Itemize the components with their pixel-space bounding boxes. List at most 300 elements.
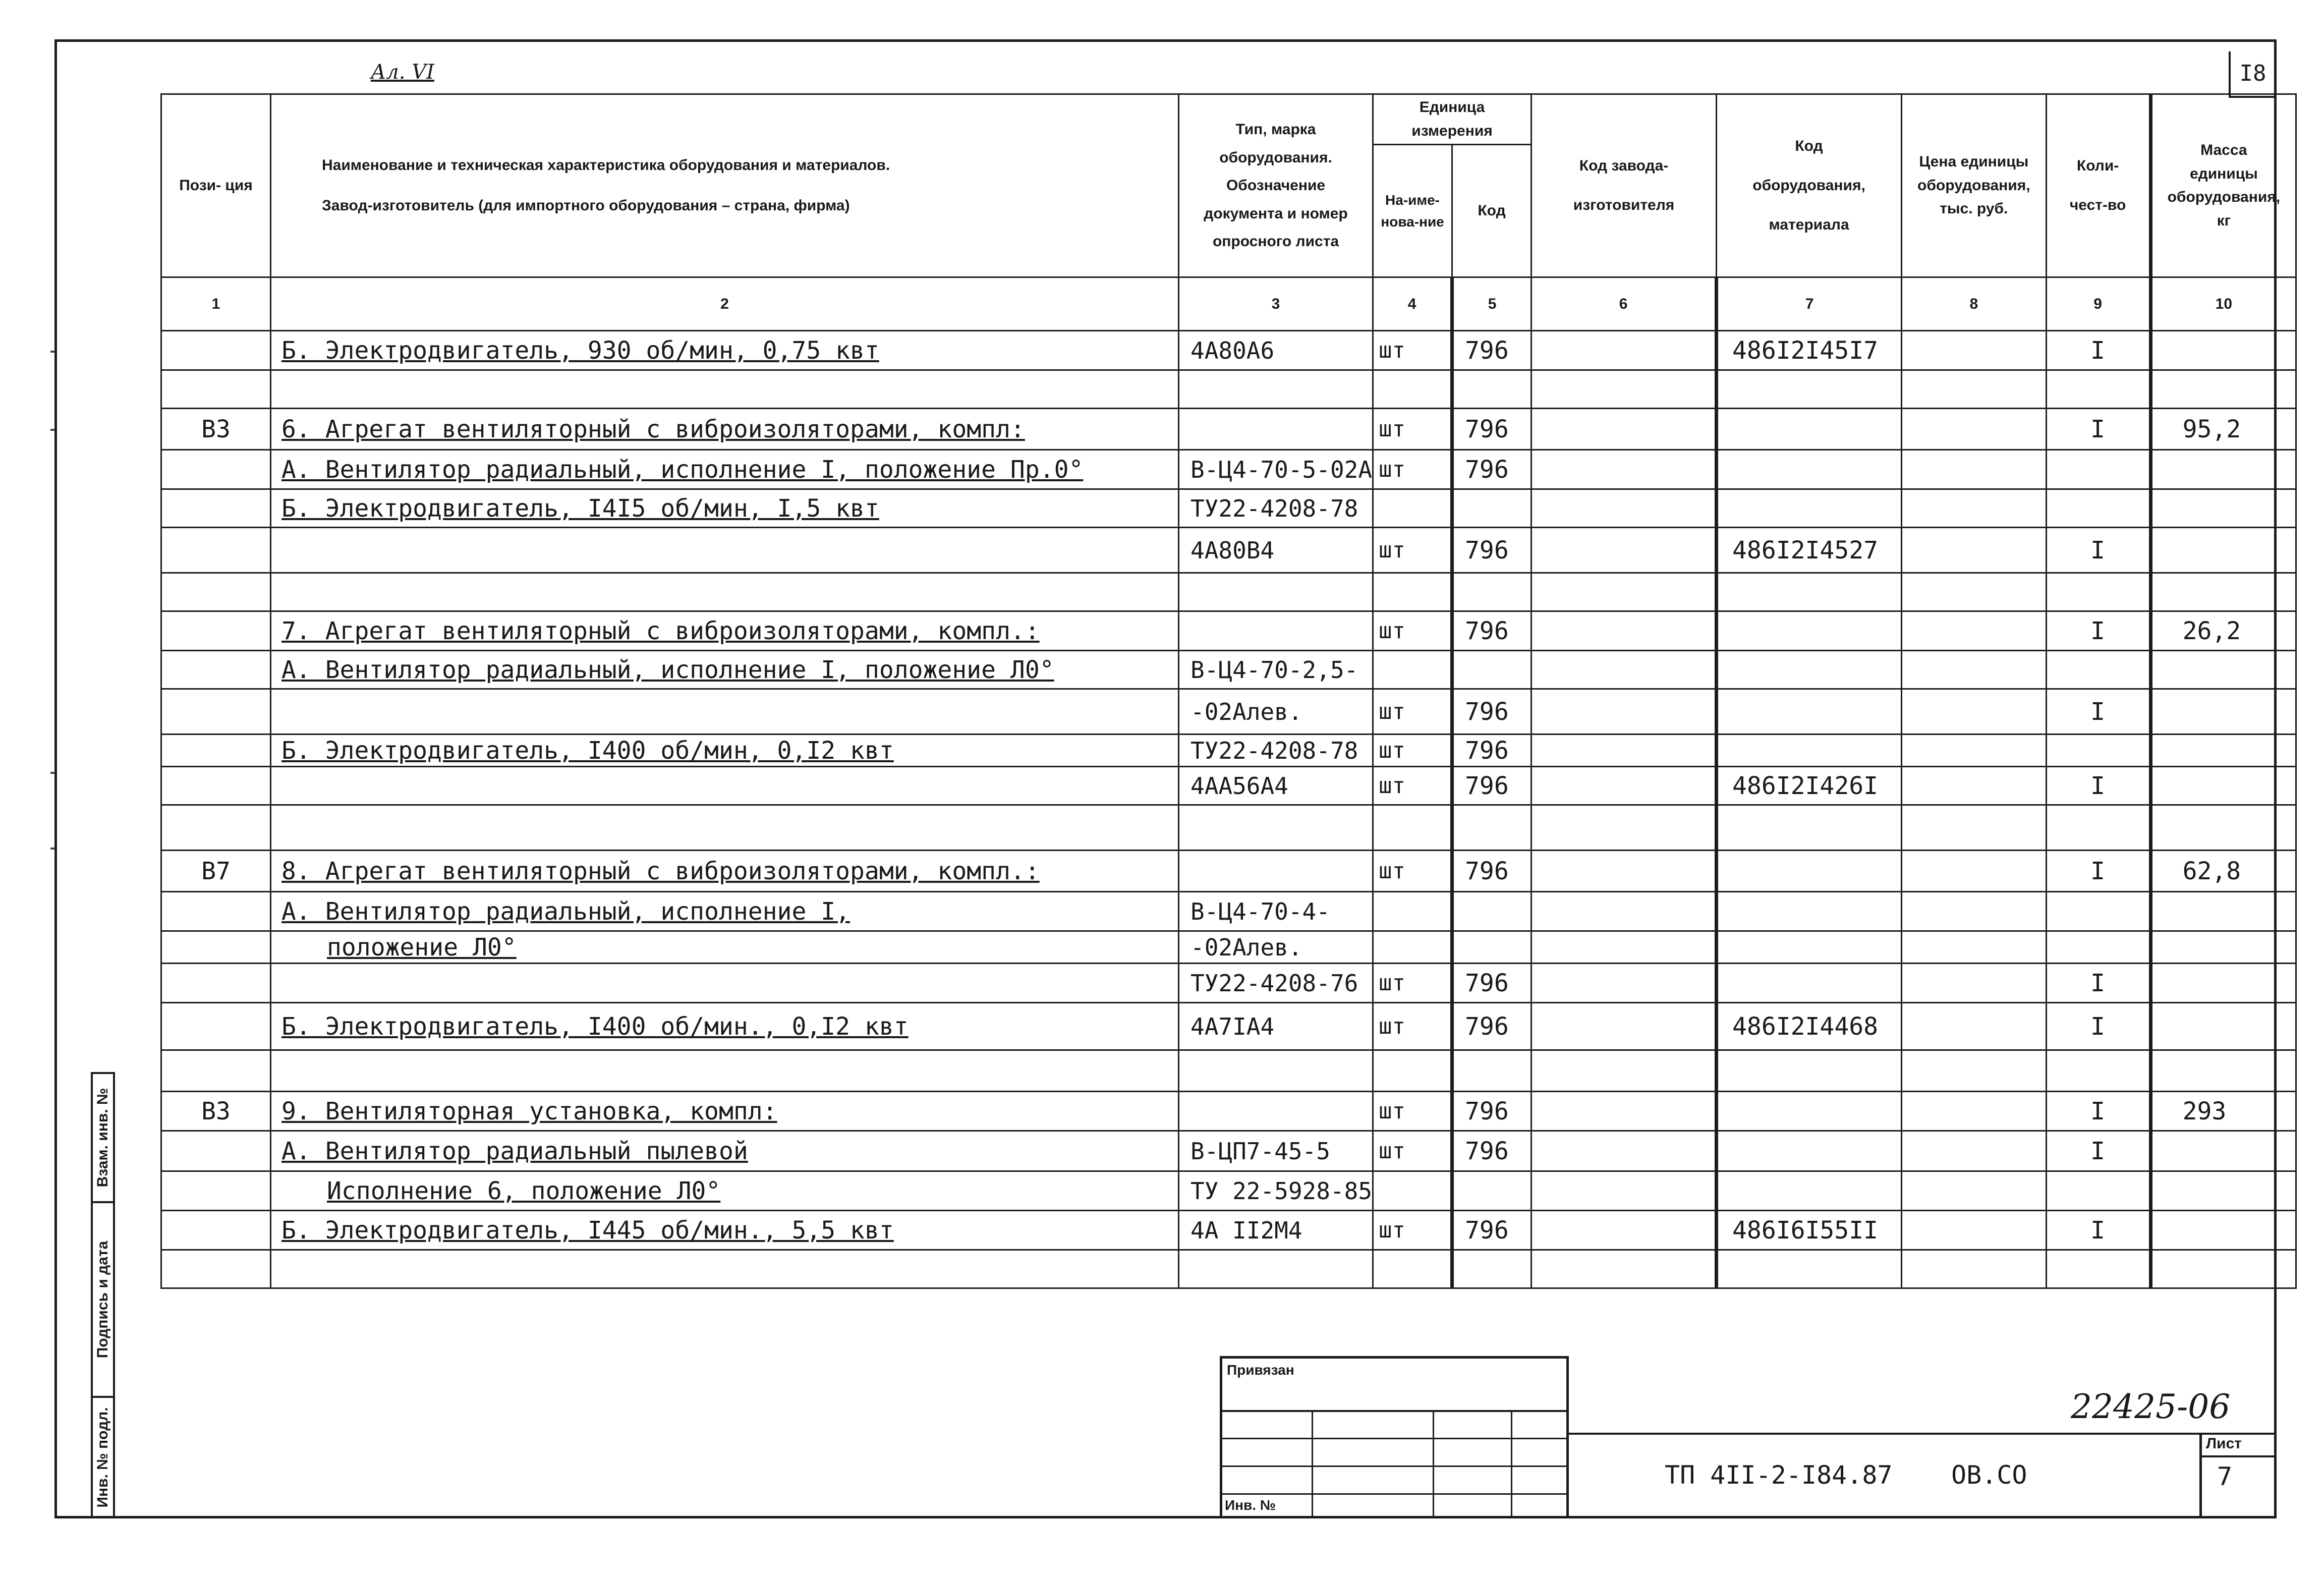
quantity-cell: I <box>2046 409 2150 450</box>
material-code-cell: 486I2I45I7 <box>1717 331 1902 370</box>
position-cell <box>161 767 271 805</box>
price-cell <box>1902 573 2047 611</box>
unit-cell <box>1373 892 1452 931</box>
sheet-number: 7 <box>2217 1462 2233 1491</box>
name-cell <box>271 964 1179 1003</box>
price-cell <box>1902 331 2047 370</box>
material-code-cell <box>1717 931 1902 964</box>
name-cell <box>271 528 1179 573</box>
quantity-cell <box>2046 805 2150 851</box>
table-row <box>161 331 2296 370</box>
position-cell <box>161 611 271 651</box>
maker-code-cell <box>1532 450 1717 489</box>
column-number: 2 <box>271 277 1179 331</box>
table-row <box>161 409 2296 450</box>
name-cell: Б. Электродвигатель, 930 об/мин, 0,75 квт <box>271 331 1179 370</box>
quantity-cell: I <box>2046 528 2150 573</box>
unit-code-cell: 796 <box>1452 1092 1532 1131</box>
header-mass: Масса единицы оборудования, кг <box>2150 94 2296 277</box>
table-row <box>161 370 2296 409</box>
material-code-cell <box>1717 450 1902 489</box>
material-code-cell <box>1717 735 1902 767</box>
price-cell <box>1902 651 2047 689</box>
inv-original-label: Инв. № подл. <box>94 1406 111 1508</box>
price-cell <box>1902 1050 2047 1092</box>
mass-cell: 293 <box>2150 1092 2296 1131</box>
table-row <box>161 1131 2296 1171</box>
price-cell <box>1902 767 2047 805</box>
type-cell: В-ЦП7-45-5 <box>1179 1131 1373 1171</box>
material-code-cell <box>1717 1050 1902 1092</box>
name-cell: А. Вентилятор радиальный пылевой <box>271 1131 1179 1171</box>
name-cell: А. Вентилятор радиальный, исполнение I, положение Л0° <box>271 651 1179 689</box>
material-code-cell <box>1717 409 1902 450</box>
stamp-line <box>1221 1410 1569 1412</box>
maker-code-cell <box>1532 851 1717 892</box>
name-cell: А. Вентилятор радиальный, исполнение I, положение Пр.0° <box>271 450 1179 489</box>
position-cell <box>161 573 271 611</box>
quantity-cell: I <box>2046 689 2150 735</box>
table-row <box>161 767 2296 805</box>
table-row <box>161 1211 2296 1250</box>
name-cell: Б. Электродвигатель, I400 об/мин, 0,I2 квт <box>271 735 1179 767</box>
maker-code-cell <box>1532 1131 1717 1171</box>
unit-code-cell: 796 <box>1452 450 1532 489</box>
name-cell: А. Вентилятор радиальный, исполнение I, <box>271 892 1179 931</box>
type-cell <box>1179 851 1373 892</box>
position-cell <box>161 489 271 528</box>
mass-cell <box>2150 767 2296 805</box>
unit-cell <box>1373 370 1452 409</box>
mass-cell <box>2150 528 2296 573</box>
table-row <box>161 851 2296 892</box>
maker-code-cell <box>1532 528 1717 573</box>
price-cell <box>1902 528 2047 573</box>
maker-code-cell <box>1532 735 1717 767</box>
replace-inv-label: Взам. инв. № <box>94 1088 111 1188</box>
column-number: 5 <box>1452 277 1532 331</box>
table-row <box>161 528 2296 573</box>
header-equipment-code: Код оборудования, материала <box>1717 94 1902 277</box>
unit-code-cell <box>1452 931 1532 964</box>
unit-code-cell: 796 <box>1452 689 1532 735</box>
unit-cell <box>1373 931 1452 964</box>
price-cell <box>1902 489 2047 528</box>
position-cell <box>161 331 271 370</box>
table-row <box>161 931 2296 964</box>
material-code-cell: 486I6I55II <box>1717 1211 1902 1250</box>
position-cell <box>161 1211 271 1250</box>
position-cell <box>161 735 271 767</box>
maker-code-cell <box>1532 370 1717 409</box>
mass-cell <box>2150 1003 2296 1050</box>
unit-code-cell <box>1452 892 1532 931</box>
quantity-cell <box>2046 892 2150 931</box>
position-cell <box>161 1171 271 1211</box>
position-cell <box>161 1250 271 1288</box>
header-type: Тип, марка оборудования. Обозначение документа и номер опросного листа <box>1179 94 1373 277</box>
material-code-cell <box>1717 489 1902 528</box>
price-cell <box>1902 611 2047 651</box>
price-cell <box>1902 892 2047 931</box>
maker-code-cell <box>1532 651 1717 689</box>
maker-code-cell <box>1532 489 1717 528</box>
material-code-cell: 486I2I4527 <box>1717 528 1902 573</box>
unit-code-cell: 796 <box>1452 735 1532 767</box>
table-row <box>161 573 2296 611</box>
price-cell <box>1902 1250 2047 1288</box>
header-quantity: Коли-чест-во <box>2046 94 2150 277</box>
header-name-line2: Завод-изготовитель (для импортного оборудования – страна, фирма) <box>322 197 850 214</box>
name-cell: положение Л0° <box>271 931 1179 964</box>
quantity-cell: I <box>2046 1211 2150 1250</box>
type-cell <box>1179 1050 1373 1092</box>
corner-sheet-number: I8 <box>2229 51 2275 98</box>
maker-code-cell <box>1532 409 1717 450</box>
quantity-cell: I <box>2046 1003 2150 1050</box>
stamp-line <box>1511 1410 1512 1518</box>
position-cell <box>161 528 271 573</box>
album-label: Ал. VI <box>371 61 434 84</box>
table-row <box>161 1050 2296 1092</box>
mass-cell <box>2150 735 2296 767</box>
mass-cell <box>2150 370 2296 409</box>
mass-cell <box>2150 1050 2296 1092</box>
unit-cell: шт <box>1373 409 1452 450</box>
maker-code-cell <box>1532 931 1717 964</box>
name-cell <box>271 767 1179 805</box>
quantity-cell <box>2046 735 2150 767</box>
column-number: 4 <box>1373 277 1452 331</box>
type-cell: ТУ22-4208-78 <box>1179 489 1373 528</box>
position-cell <box>161 370 271 409</box>
sign-date-label: Подпись и дата <box>94 1240 111 1359</box>
type-cell: -02Алев. <box>1179 689 1373 735</box>
stamp-line <box>1221 1356 1569 1359</box>
maker-code-cell <box>1532 1211 1717 1250</box>
table-row <box>161 1003 2296 1050</box>
quantity-cell <box>2046 450 2150 489</box>
position-cell <box>161 805 271 851</box>
type-cell: 4А7IА4 <box>1179 1003 1373 1050</box>
price-cell <box>1902 450 2047 489</box>
unit-cell <box>1373 651 1452 689</box>
price-cell <box>1902 1211 2047 1250</box>
maker-code-cell <box>1532 1250 1717 1288</box>
name-cell: Б. Электродвигатель, I445 об/мин., 5,5 квт <box>271 1211 1179 1250</box>
header-position: Пози- ция <box>161 94 271 277</box>
material-code-cell <box>1717 1092 1902 1131</box>
mass-cell: 62,8 <box>2150 851 2296 892</box>
table-row <box>161 689 2296 735</box>
header-name <box>271 94 1179 277</box>
unit-cell: шт <box>1373 331 1452 370</box>
quantity-cell: I <box>2046 767 2150 805</box>
table-row <box>161 964 2296 1003</box>
type-cell: 4А80А6 <box>1179 331 1373 370</box>
maker-code-cell <box>1532 573 1717 611</box>
document-type: ОВ.СО <box>1951 1460 2027 1490</box>
mass-cell <box>2150 964 2296 1003</box>
unit-cell: шт <box>1373 1092 1452 1131</box>
stamp-line <box>2199 1433 2202 1518</box>
type-cell <box>1179 370 1373 409</box>
table-row <box>161 1171 2296 1211</box>
unit-cell: шт <box>1373 851 1452 892</box>
unit-cell: шт <box>1373 528 1452 573</box>
column-number: 6 <box>1532 277 1717 331</box>
maker-code-cell <box>1532 1092 1717 1131</box>
quantity-cell: I <box>2046 611 2150 651</box>
maker-code-cell <box>1532 1171 1717 1211</box>
type-cell: ТУ22-4208-76 <box>1179 964 1373 1003</box>
mass-cell <box>2150 573 2296 611</box>
document-number: ТП 4II-2-I84.87 <box>1665 1460 1893 1490</box>
type-cell: ТУ22-4208-78 <box>1179 735 1373 767</box>
table-row <box>161 450 2296 489</box>
mass-cell <box>2150 689 2296 735</box>
table-row <box>161 1250 2296 1288</box>
price-cell <box>1902 1171 2047 1211</box>
price-cell <box>1902 735 2047 767</box>
material-code-cell: 486I2I4468 <box>1717 1003 1902 1050</box>
material-code-cell <box>1717 370 1902 409</box>
quantity-cell <box>2046 931 2150 964</box>
name-cell <box>271 689 1179 735</box>
material-code-cell <box>1717 573 1902 611</box>
unit-code-cell: 796 <box>1452 767 1532 805</box>
type-cell: -02Алев. <box>1179 931 1373 964</box>
header-maker-code: Код завода-изготовителя <box>1532 94 1717 277</box>
material-code-cell <box>1717 1250 1902 1288</box>
type-cell <box>1179 1250 1373 1288</box>
material-code-cell <box>1717 1171 1902 1211</box>
name-cell <box>271 1250 1179 1288</box>
stamp-line <box>1312 1410 1313 1518</box>
material-code-cell <box>1717 851 1902 892</box>
table-row <box>161 611 2296 651</box>
unit-cell <box>1373 573 1452 611</box>
header-unit-name: На-име-нова-ние <box>1373 145 1452 277</box>
quantity-cell: I <box>2046 851 2150 892</box>
price-cell <box>1902 1092 2047 1131</box>
type-cell <box>1179 573 1373 611</box>
quantity-cell <box>2046 573 2150 611</box>
unit-code-cell: 796 <box>1452 331 1532 370</box>
unit-cell: шт <box>1373 964 1452 1003</box>
name-cell: Б. Электродвигатель, I4I5 об/мин, I,5 квт <box>271 489 1179 528</box>
mass-cell <box>2150 450 2296 489</box>
price-cell <box>1902 409 2047 450</box>
mass-cell <box>2150 489 2296 528</box>
maker-code-cell <box>1532 892 1717 931</box>
mass-cell <box>2150 931 2296 964</box>
position-cell <box>161 651 271 689</box>
position-cell <box>161 450 271 489</box>
name-cell: 9. Вентиляторная установка, компл: <box>271 1092 1179 1131</box>
quantity-cell: I <box>2046 331 2150 370</box>
table-row <box>161 735 2296 767</box>
stamp-line <box>1433 1410 1434 1518</box>
quantity-cell <box>2046 1050 2150 1092</box>
material-code-cell <box>1717 611 1902 651</box>
type-cell <box>1179 409 1373 450</box>
column-number: 3 <box>1179 277 1373 331</box>
quantity-cell <box>2046 370 2150 409</box>
unit-code-cell: 796 <box>1452 528 1532 573</box>
type-cell <box>1179 1092 1373 1131</box>
maker-code-cell <box>1532 689 1717 735</box>
maker-code-cell <box>1532 331 1717 370</box>
margin-tick <box>50 848 54 850</box>
column-number: 10 <box>2150 277 2296 331</box>
type-cell <box>1179 611 1373 651</box>
quantity-cell: I <box>2046 1092 2150 1131</box>
quantity-cell: I <box>2046 1131 2150 1171</box>
material-code-cell <box>1717 892 1902 931</box>
name-cell: 6. Агрегат вентиляторный с виброизоляторами, компл: <box>271 409 1179 450</box>
material-code-cell <box>1717 964 1902 1003</box>
price-cell <box>1902 964 2047 1003</box>
stamp-line <box>2199 1455 2277 1457</box>
mass-cell <box>2150 1250 2296 1288</box>
name-cell: Б. Электродвигатель, I400 об/мин., 0,I2 квт <box>271 1003 1179 1050</box>
position-cell: В3 <box>161 409 271 450</box>
unit-code-cell: 796 <box>1452 1003 1532 1050</box>
column-number: 1 <box>161 277 271 331</box>
margin-tick <box>50 429 54 431</box>
position-cell <box>161 964 271 1003</box>
unit-code-cell <box>1452 370 1532 409</box>
unit-code-cell <box>1452 651 1532 689</box>
type-cell: В-Ц4-70-2,5- <box>1179 651 1373 689</box>
name-cell <box>271 573 1179 611</box>
header-unit-group: Единица измерения <box>1373 94 1532 145</box>
material-code-cell <box>1717 805 1902 851</box>
type-cell: В-Ц4-70-5-02А <box>1179 450 1373 489</box>
material-code-cell <box>1717 689 1902 735</box>
unit-cell: шт <box>1373 450 1452 489</box>
type-cell: ТУ 22-5928-85 <box>1179 1171 1373 1211</box>
unit-cell: шт <box>1373 611 1452 651</box>
unit-cell <box>1373 1171 1452 1211</box>
name-cell: 7. Агрегат вентиляторный с виброизоляторами, компл.: <box>271 611 1179 651</box>
column-number: 8 <box>1902 277 2047 331</box>
unit-cell <box>1373 1050 1452 1092</box>
maker-code-cell <box>1532 964 1717 1003</box>
table-row <box>161 805 2296 851</box>
unit-cell: шт <box>1373 689 1452 735</box>
position-cell: В3 <box>161 1092 271 1131</box>
unit-code-cell: 796 <box>1452 1131 1532 1171</box>
price-cell <box>1902 1131 2047 1171</box>
table-row <box>161 1092 2296 1131</box>
type-cell: 4АА56А4 <box>1179 767 1373 805</box>
mass-cell <box>2150 1131 2296 1171</box>
quantity-cell <box>2046 651 2150 689</box>
name-cell <box>271 370 1179 409</box>
sheet-label: Лист <box>2206 1435 2242 1452</box>
header-unit-code: Код <box>1452 145 1532 277</box>
position-cell <box>161 931 271 964</box>
price-cell <box>1902 805 2047 851</box>
mass-cell <box>2150 892 2296 931</box>
type-cell: 4А80В4 <box>1179 528 1373 573</box>
type-cell: 4А II2М4 <box>1179 1211 1373 1250</box>
price-cell <box>1902 689 2047 735</box>
maker-code-cell <box>1532 1003 1717 1050</box>
type-cell: В-Ц4-70-4- <box>1179 892 1373 931</box>
stamp-line <box>1221 1465 1569 1467</box>
unit-cell: шт <box>1373 1131 1452 1171</box>
unit-code-cell <box>1452 805 1532 851</box>
quantity-cell: I <box>2046 964 2150 1003</box>
stamp-line <box>1221 1493 1569 1495</box>
material-code-cell: 486I2I426I <box>1717 767 1902 805</box>
quantity-cell <box>2046 1250 2150 1288</box>
margin-tick <box>50 351 54 353</box>
unit-cell <box>1373 805 1452 851</box>
unit-cell <box>1373 1250 1452 1288</box>
position-cell: В7 <box>161 851 271 892</box>
table-row <box>161 489 2296 528</box>
sign-date-box <box>91 1201 115 1398</box>
position-cell <box>161 1050 271 1092</box>
unit-code-cell <box>1452 1171 1532 1211</box>
inv-original-box <box>91 1396 115 1518</box>
price-cell <box>1902 370 2047 409</box>
header-name-line1: Наименование и техническая характеристика оборудования и материалов. <box>322 156 890 174</box>
unit-cell: шт <box>1373 1211 1452 1250</box>
quantity-cell <box>2046 489 2150 528</box>
unit-code-cell: 796 <box>1452 964 1532 1003</box>
price-cell <box>1902 851 2047 892</box>
maker-code-cell <box>1532 767 1717 805</box>
bound-label: Привязан <box>1227 1362 1294 1378</box>
stamp-line <box>1566 1433 2277 1435</box>
mass-cell <box>2150 1171 2296 1211</box>
mass-cell: 95,2 <box>2150 409 2296 450</box>
position-cell <box>161 1003 271 1050</box>
stamp-inv-label: Инв. № <box>1225 1497 1276 1513</box>
mass-cell: 26,2 <box>2150 611 2296 651</box>
unit-code-cell: 796 <box>1452 611 1532 651</box>
unit-code-cell: 796 <box>1452 1211 1532 1250</box>
stamp-line <box>1221 1438 1569 1439</box>
mass-cell <box>2150 651 2296 689</box>
name-cell <box>271 805 1179 851</box>
name-cell <box>271 1050 1179 1092</box>
material-code-cell <box>1717 651 1902 689</box>
header-price: Цена единицы оборудования, тыс. руб. <box>1902 94 2047 277</box>
maker-code-cell <box>1532 1050 1717 1092</box>
replace-inv-box <box>91 1072 115 1203</box>
name-cell: Исполнение 6, положение Л0° <box>271 1171 1179 1211</box>
unit-code-cell: 796 <box>1452 851 1532 892</box>
unit-code-cell <box>1452 573 1532 611</box>
unit-cell: шт <box>1373 735 1452 767</box>
equipment-specification-table <box>160 93 2297 1289</box>
unit-code-cell <box>1452 1250 1532 1288</box>
unit-code-cell <box>1452 489 1532 528</box>
unit-code-cell: 796 <box>1452 409 1532 450</box>
unit-code-cell <box>1452 1050 1532 1092</box>
column-number: 9 <box>2046 277 2150 331</box>
position-cell <box>161 1131 271 1171</box>
mass-cell <box>2150 805 2296 851</box>
type-cell <box>1179 805 1373 851</box>
maker-code-cell <box>1532 611 1717 651</box>
